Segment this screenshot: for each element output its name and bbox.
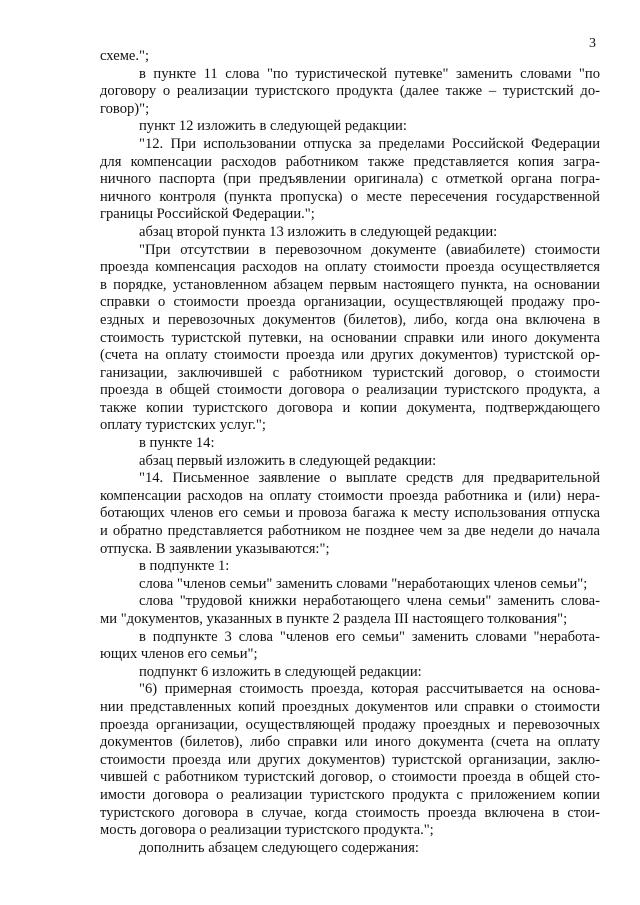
text-line: имости договора о реализации туристского продукта с приложением копии <box>100 786 600 803</box>
paragraph <box>100 453 600 471</box>
paragraph <box>100 681 600 839</box>
paragraph <box>100 224 600 242</box>
text-line: мость договора о реализации туристского продукта."; <box>100 822 434 839</box>
text-line: ганизации, заключившей с работником туристский договор, о стоимости <box>100 364 600 381</box>
text-line: оплату туристских услуг."; <box>100 417 266 434</box>
text-line: дополнить абзацем следующего содержания: <box>139 839 419 856</box>
text-line: в пункте 11 слова "по туристической путевке" заменить словами "по <box>139 65 600 82</box>
text-line: "При отсутствии в перевозочном документе (авиабилете) стоимости <box>139 241 600 258</box>
paragraph <box>100 470 600 558</box>
paragraph <box>100 593 600 628</box>
document-body <box>100 48 600 857</box>
paragraph <box>100 435 600 453</box>
text-line: в порядке, установленном абзацем первым настоящего пункта, на основании <box>100 276 600 293</box>
text-line: слова "трудовой книжки неработающего члена семьи" заменить слова- <box>139 593 600 610</box>
text-line: отпуска. В заявлении указываются:"; <box>100 540 330 557</box>
text-line: пункт 12 изложить в следующей редакции: <box>139 118 407 135</box>
text-line: для компенсации расходов работником также представляется копия загра- <box>100 153 600 170</box>
text-line: абзац второй пункта 13 изложить в следующей редакции: <box>139 223 498 240</box>
paragraph <box>100 664 600 682</box>
text-line: ничного паспорта (при предъявлении оригинала) с отметкой органа погра- <box>100 171 600 188</box>
text-line: в пункте 14: <box>139 435 215 452</box>
text-line: стоимость туристской путевки, на основании справки или иного документа <box>100 329 600 346</box>
paragraph <box>100 242 600 436</box>
text-line: слова "членов семьи" заменить словами "неработающих членов семьи"; <box>139 575 588 592</box>
text-line: ющих членов его семьи"; <box>100 646 258 663</box>
paragraph <box>100 840 600 858</box>
text-line: туристского договора в случае, когда стоимость проезда включена в стои- <box>100 804 600 821</box>
text-line: ботающих членов его семьи и провоза багажа к месту использования отпуска <box>100 505 600 522</box>
text-line: говор)"; <box>100 100 150 117</box>
text-line: проезда в общей стоимости договора о реализации туристского продукта, а <box>100 382 600 399</box>
text-line: (счета на оплату стоимости проезда или других документов) туристской ор- <box>100 347 600 364</box>
paragraph <box>100 118 600 136</box>
text-line: "12. При использовании отпуска за пределами Российской Федерации <box>139 135 600 152</box>
text-line: компенсации расходов на оплату стоимости проезда работника и (или) нера- <box>100 487 600 504</box>
paragraph <box>100 136 600 224</box>
paragraph <box>100 66 600 119</box>
text-line: стоимости проезда или других документов) туристской организации, заклю- <box>100 751 600 768</box>
text-line: ездных и перевозочных документов (билетов), либо, когда она включена в <box>100 311 600 328</box>
text-line: "14. Письменное заявление о выплате средств для предварительной <box>139 470 600 487</box>
text-line: схеме."; <box>100 48 150 64</box>
text-line: в подпункте 3 слова "членов его семьи" заменить словами "неработа- <box>139 628 600 645</box>
text-line: проезда организации, осуществляющей продажу проездных и перевозочных <box>100 716 600 733</box>
text-line: проезда компенсация расходов на оплату стоимости проезда осуществляется <box>100 259 600 276</box>
text-line: абзац первый изложить в следующей редакции: <box>139 452 437 469</box>
paragraph <box>100 558 600 576</box>
page-number: 3 <box>589 36 596 51</box>
paragraph <box>100 629 600 664</box>
text-line: договору о реализации туристского продукта (далее также – туристский до- <box>100 83 600 100</box>
paragraph <box>100 48 600 66</box>
paragraph <box>100 576 600 594</box>
text-line: в подпункте 1: <box>139 558 230 575</box>
text-line: ничного контроля (пункта пропуска) о месте пересечения государственной <box>100 188 600 205</box>
text-line: чившей с работником туристский договор, о стоимости проезда в общей сто- <box>100 769 600 786</box>
text-line: "6) примерная стоимость проезда, которая рассчитывается на основа- <box>139 681 600 698</box>
text-line: также копии туристского договора и копии документа, подтверждающего <box>100 399 600 416</box>
text-line: документов (билетов), либо справки или иного документа (счета на оплату <box>100 734 600 751</box>
text-line: и обратно представляется работником не позднее чем за две недели до начала <box>100 523 600 540</box>
text-line: нии представленных копий проездных документов или справки о стоимости <box>100 698 600 715</box>
text-line: ми "документов, указанных в пункте 2 раздела III настоящего толкования"; <box>100 611 568 627</box>
text-line: справки о стоимости проезда организации, осуществляющей продажу про- <box>100 294 600 311</box>
text-line: подпункт 6 изложить в следующей редакции: <box>139 663 422 680</box>
text-line: границы Российской Федерации."; <box>100 206 315 223</box>
